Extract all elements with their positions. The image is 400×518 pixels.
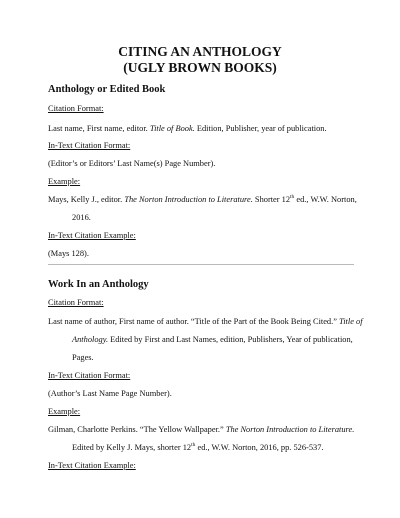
example-label: Example: xyxy=(48,177,81,186)
title-line-1: CITING AN ANTHOLOGY xyxy=(118,44,282,59)
page-title xyxy=(0,44,400,76)
citation-format-label: Citation Format: xyxy=(48,104,104,113)
intext-example-label: In-Text Citation Example: xyxy=(48,231,136,240)
example-text-line-1: Mays, Kelly J., editor. The Norton Introduction to Literature. Shorter 12th ed., W.W. Norton, xyxy=(48,194,357,204)
intext-example-label-2: In-Text Citation Example: xyxy=(48,461,136,470)
intext-format-text-2: (Author’s Last Name Page Number). xyxy=(48,389,172,398)
intext-format-text: (Editor’s or Editors’ Last Name(s) Page Number). xyxy=(48,159,216,168)
section-divider xyxy=(48,264,354,265)
example-line-1: Gilman, Charlotte Perkins. “The Yellow Wallpaper.” The Norton Introduction to Literature. xyxy=(48,425,355,434)
title-line-2: (UGLY BROWN BOOKS) xyxy=(123,60,277,75)
citation-format-label-2: Citation Format: xyxy=(48,298,104,307)
citation-format-line-2: Anthology. Edited by First and Last Names, edition, Publishers, Year of publication, xyxy=(72,335,353,344)
intext-example-text: (Mays 128). xyxy=(48,249,89,258)
intext-format-label: In-Text Citation Format: xyxy=(48,141,131,150)
citation-format-line-1: Last name of author, First name of author. “Title of the Part of the Book Being Cited.” Title of xyxy=(48,317,363,326)
section-heading-anthology: Anthology or Edited Book xyxy=(48,84,166,95)
section-heading-work-in-anthology: Work In an Anthology xyxy=(48,279,149,290)
example-text-line-2: 2016. xyxy=(72,213,91,222)
example-label-2: Example: xyxy=(48,407,81,416)
example-line-2: Edited by Kelly J. Mays, shorter 12th ed., W.W. Norton, 2016, pp. 526-537. xyxy=(72,442,324,452)
citation-format-line-3: Pages. xyxy=(72,353,94,362)
citation-format-text: Last name, First name, editor. Title of Book. Edition, Publisher, year of publication. xyxy=(48,124,327,133)
intext-format-label-2: In-Text Citation Format: xyxy=(48,371,131,380)
